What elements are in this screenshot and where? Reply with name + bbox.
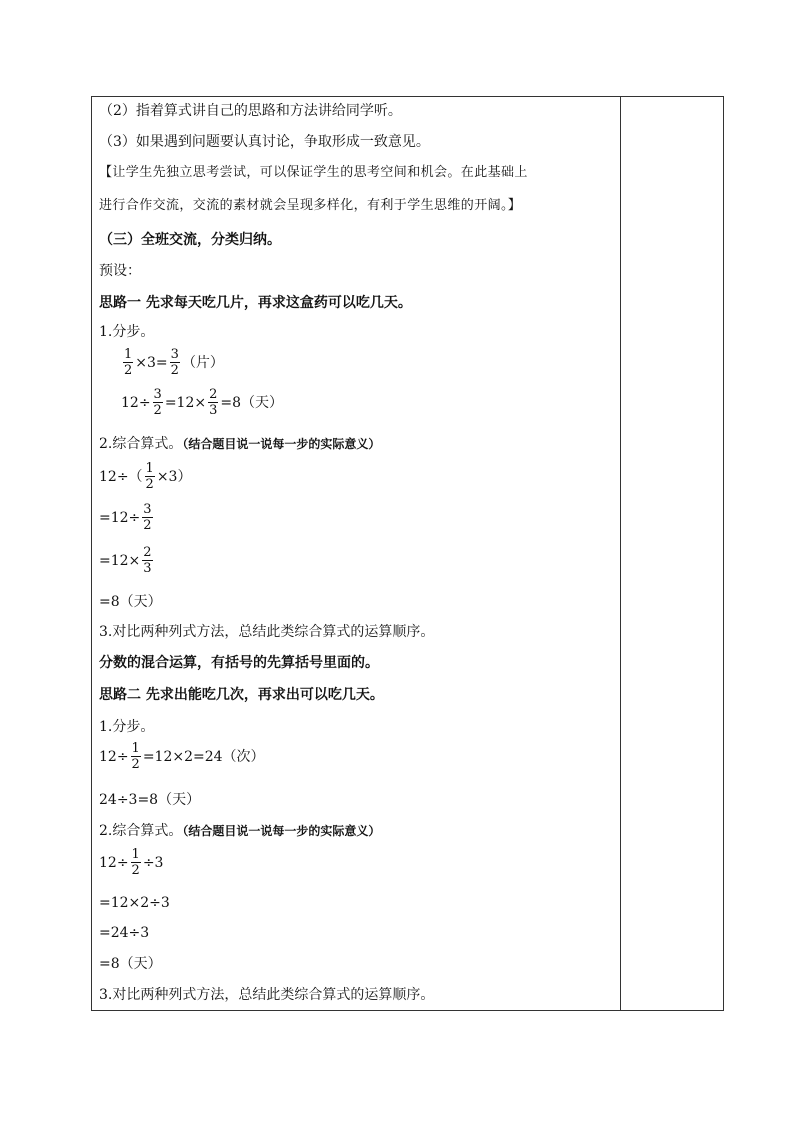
fraction: $\frac{3}{2}$ (143, 502, 152, 533)
idea-1-combined-step-1: 12÷（ $\frac{1}{2}$ ×3） (99, 461, 192, 492)
idea-2-combined-step-1: 12÷ $\frac{1}{2}$ ÷3 (99, 847, 164, 878)
idea-1-combined-step-3: =12× $\frac{2}{3}$ (99, 545, 152, 576)
fraction: $\frac{1}{2}$ (145, 461, 154, 492)
idea-2-combined-step-2: =12×2÷3 (99, 895, 170, 911)
idea-2-combined: 2.综合算式。（结合题目说一说每一步的实际意义） (99, 823, 381, 839)
idea-1-combined-result: =8（天） (99, 594, 162, 610)
step-2-text: （2）指着算式讲自己的思路和方法讲给同学听。 (99, 103, 402, 119)
mixed-operation-rule: 分数的混合运算，有括号的先算括号里面的。 (99, 655, 379, 671)
remark-line-1: 【让学生先独立思考尝试，可以保证学生的思考空间和机会。在此基础上 (99, 165, 528, 180)
idea-2-equation-1: 12÷ $\frac{1}{2}$ =12×2=24（次） (99, 741, 265, 772)
fraction: $\frac{1}{2}$ (124, 347, 133, 378)
idea-2-title: 思路二 先求出能吃几次，再求出可以吃几天。 (99, 687, 384, 703)
fraction: $\frac{3}{2}$ (153, 387, 162, 418)
step-3-text: （3）如果遇到问题要认真讨论，争取形成一致意见。 (99, 134, 430, 150)
fraction: $\frac{3}{2}$ (170, 347, 179, 378)
idea-1-step-label: 1.分步。 (99, 324, 155, 340)
section-title: （三）全班交流，分类归纳。 (99, 232, 281, 248)
fraction: $\frac{1}{2}$ (131, 741, 140, 772)
idea-1-title: 思路一 先求每天吃几片，再求这盒药可以吃几天。 (99, 295, 412, 311)
idea-1-compare: 3.对比两种列式方法，总结此类综合算式的运算顺序。 (99, 624, 435, 640)
idea-1-equation-1: $\frac{1}{2}$ ×3= $\frac{3}{2}$ （片） (124, 347, 224, 378)
preset-label: 预设： (99, 263, 141, 279)
idea-2-combined-step-3: =24÷3 (99, 925, 150, 941)
idea-1-combined: 2.综合算式。（结合题目说一说每一步的实际意义） (99, 436, 381, 452)
idea-2-equation-2: 24÷3=8（天） (99, 792, 201, 808)
idea-2-step-label: 1.分步。 (99, 719, 155, 735)
idea-2-compare: 3.对比两种列式方法，总结此类综合算式的运算顺序。 (99, 987, 435, 1003)
idea-1-equation-2: 12÷ $\frac{3}{2}$ =12× $\frac{2}{3}$ =8（天） (121, 387, 284, 418)
fraction: $\frac{2}{3}$ (143, 545, 152, 576)
fraction: $\frac{2}{3}$ (209, 387, 218, 418)
idea-2-combined-result: =8（天） (99, 956, 162, 972)
column-divider (620, 96, 621, 1011)
idea-1-combined-step-2: =12÷ $\frac{3}{2}$ (99, 502, 152, 533)
remark-line-2: 进行合作交流，交流的素材就会呈现多样化，有利于学生思维的开阔。】 (99, 198, 522, 213)
fraction: $\frac{1}{2}$ (131, 847, 140, 878)
